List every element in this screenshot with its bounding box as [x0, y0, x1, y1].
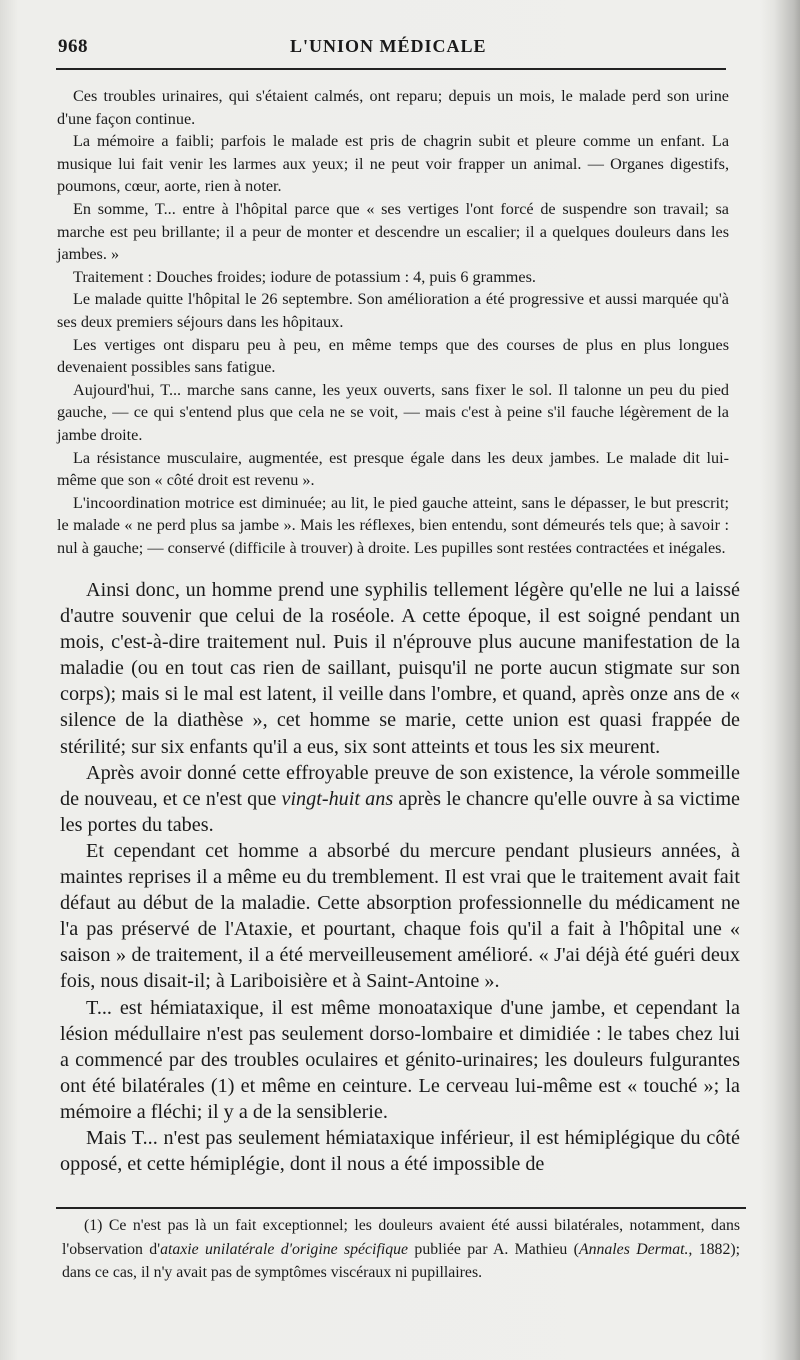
body-text-run: Après avoir donné cette effroyable preuve de son existence, la vérole sommeille de nouveau, et ce n'est que — [60, 761, 740, 810]
body-paragraph: Mais T... n'est pas seulement hémiataxique inférieur, il est hémiplégique du côté opposé, et cette hémiplégie, dont il nous a été impossible de — [60, 1126, 740, 1176]
header-rule — [56, 68, 726, 70]
footnote-text-run: publiée par A. Mathieu ( — [408, 1240, 579, 1258]
footnote-rule — [56, 1207, 746, 1209]
footnote-italic-run: Annales Dermat., — [578, 1240, 693, 1258]
body-italic-run: vingt-huit ans — [281, 787, 394, 810]
footnote-italic-run: ataxie unilatérale d'origine spécifique — [160, 1240, 409, 1258]
case-paragraph: Les vertiges ont disparu peu à peu, en même temps que des courses de plus en plus longues devenaient possibles sans fatigue. — [57, 335, 729, 377]
case-paragraph: Traitement : Douches froides; iodure de potassium : 4, puis 6 grammes. — [73, 267, 536, 286]
case-report-block — [57, 85, 729, 559]
page-header — [58, 36, 730, 62]
page-gutter-shadow — [774, 0, 800, 1360]
footnote-text-run: 1882); dans ce cas, il n'y avait pas de symptômes viscéraux ni pupillaires. — [62, 1240, 740, 1281]
body-paragraph: T... est hémiataxique, il est même monoataxique d'une jambe, et cependant la lésion médullaire n'est pas seulement dorso-lombaire et dimidiée : le tabes chez lui a commencé par des troubles oculaires et génito-urinaires; les douleurs fulgurantes ont été bilatérales (1) et même en ceinture. Le cerveau lui-même est « touché »; la mémoire a fléchi; il y a de la sensiblerie. — [60, 996, 740, 1123]
footnote-paragraph — [62, 1214, 740, 1285]
case-paragraph: Le malade quitte l'hôpital le 26 septembre. Son amélioration a été progressive et aussi marquée qu'à ses deux premiers séjours dans les hôpitaux. — [57, 290, 729, 331]
case-paragraph: La résistance musculaire, augmentée, est presque égale dans les deux jambes. Le malade dit lui-même que son « côté droit est revenu ». — [57, 448, 729, 490]
case-paragraph: Ces troubles urinaires, qui s'étaient calmés, ont reparu; depuis un mois, le malade perd son urine d'une façon continue. — [57, 87, 729, 128]
body-text — [60, 577, 740, 1177]
case-paragraph: Aujourd'hui, T... marche sans canne, les yeux ouverts, sans fixer le sol. Il talonne un peu du pied gauche, — ce qui s'entend plus que cela ne se voit, — mais c'est à peine s'il fauche légèrement de la jambe droite. — [57, 380, 729, 444]
body-paragraph — [60, 760, 740, 838]
page-number: 968 — [58, 36, 88, 57]
case-paragraph: En somme, T... entre à l'hôpital parce que « ses vertiges l'ont forcé de suspendre son travail; sa marche est peu brillante; il a peur de monter et descendre un escalier; il a quelques douleurs dans les jambes. » — [57, 199, 729, 264]
footnote — [62, 1214, 740, 1285]
running-title: L'UNION MÉDICALE — [290, 36, 487, 56]
footnote-text-run: (1) Ce n'est pas là un fait exceptionnel; les douleurs avaient été aussi bilatérales, notamment, dans l'observation d' — [62, 1217, 740, 1258]
body-paragraph: Et cependant cet homme a absorbé du mercure pendant plusieurs années, à maintes reprises il a même eu du tremblement. Il est vrai que le traitement avait fait défaut au début de la maladie. Cette absorption professionnelle du médicament ne l'a pas préservé de l'Ataxie, et pourtant, chaque fois qu'il a fait à l'hôpital une « saison » de traitement, il a été merveilleusement amélioré. « J'ai déjà été guéri deux fois, nous disait-il; à Lariboisière et à Saint-Antoine ». — [60, 839, 740, 993]
body-text-run: après le chancre qu'elle ouvre à sa victime les portes du tabes. — [60, 787, 740, 836]
case-paragraph: La mémoire a faibli; parfois le malade est pris de chagrin subit et pleure comme un enfant. La musique lui fait venir les larmes aux yeux; il ne peut voir frapper un animal. — Organes digestifs, poumons, cœur, aorte, rien à noter. — [57, 132, 729, 196]
body-paragraph: Ainsi donc, un homme prend une syphilis tellement légère qu'elle ne lui a laissé d'autre souvenir que celui de la roséole. A cette époque, il est soigné pendant un mois, c'est-à-dire traitement nul. Puis il n'éprouve plus aucune manifestation de la maladie (ou en tout cas rien de saillant, puisqu'il ne porte aucun stigmate sur son corps); mais si le mal est latent, il veille dans l'ombre, et quand, après onze ans de « silence de la diathèse », cet homme se marie, cette union est quasi frappée de stérilité; sur six enfants qu'il a eus, six sont atteints et tous les six meurent. — [60, 579, 740, 758]
case-paragraph: L'incoordination motrice est diminuée; au lit, le pied gauche atteint, sans le dépasser, le but prescrit; le malade « ne perd plus sa jambe ». Mais les réflexes, bien entendu, sont démeurés tels que; à savoir : nul à gauche; — conservé (difficile à trouver) à droite. Les pupilles sont restées contractées et inégales. — [57, 493, 729, 557]
